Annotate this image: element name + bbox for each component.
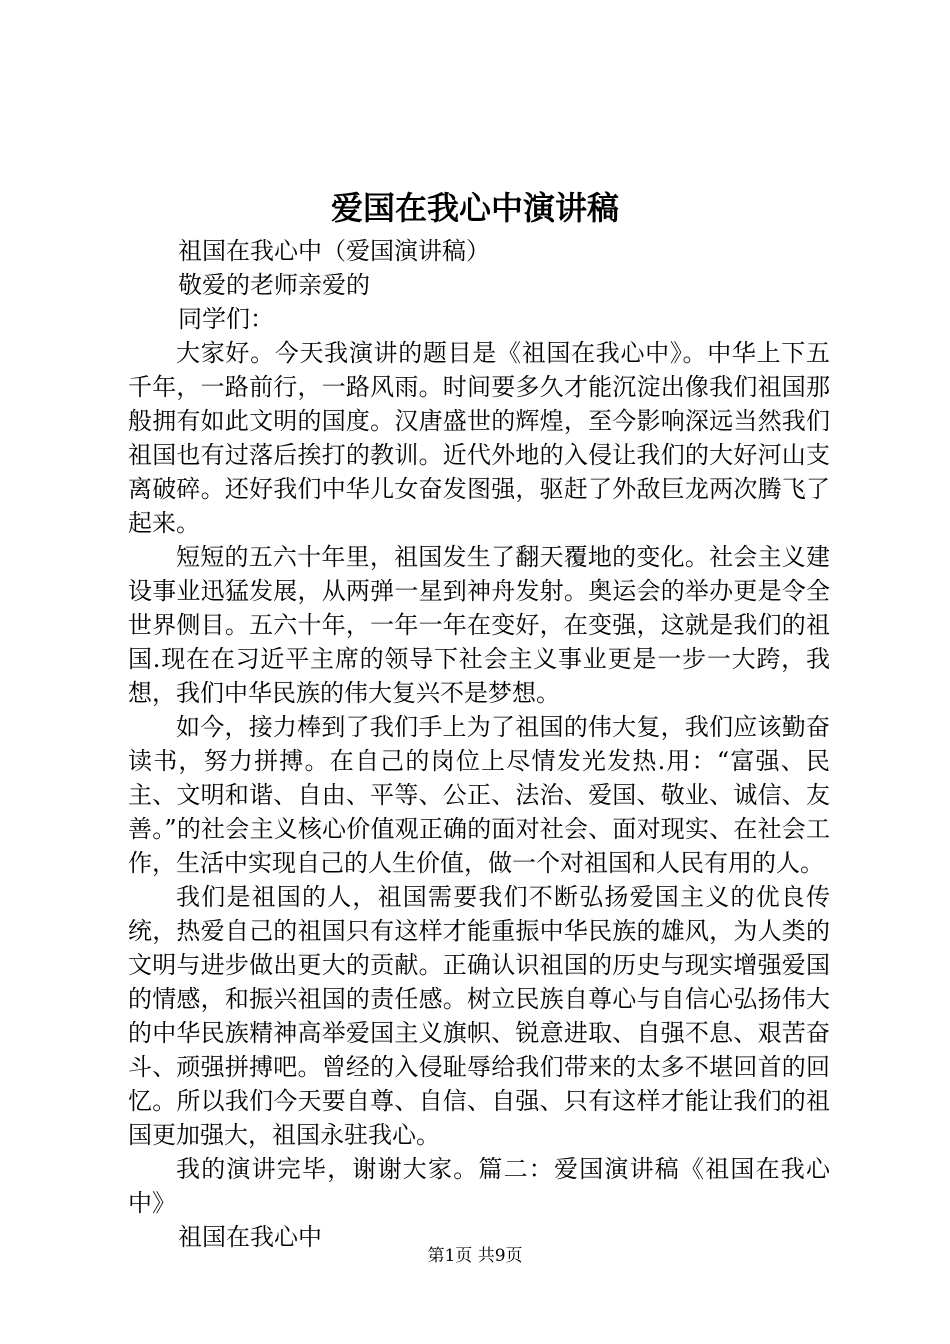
paragraph: 如今，接力棒到了我们手上为了祖国的伟大复，我们应该勤奋读书，努力拼搏。在自己的岗位上尽情发光发热.用：“富强、民主、文明和谐、自由、平等、公正、法治、爱国、敬业、诚信、友善。”的社会主义核心价值观正确的面对社会、面对现实、在社会工作，生活中实现自己的人生价值，做一个对祖国和人民有用的人。 [128, 713, 830, 877]
page-number-footer: 第1页 共9页 [427, 1246, 523, 1266]
paragraph-salutation-cont: 同学们： [178, 305, 274, 333]
paragraph: 我的演讲完毕，谢谢大家。篇二：爱国演讲稿《祖国在我心中》 [128, 1155, 830, 1217]
document-body [128, 234, 830, 1254]
paragraph: 我们是祖国的人，祖国需要我们不断弘扬爱国主义的优良传统，热爱自己的祖国只有这样才能重振中华民族的雄风，为人类的文明与进步做出更大的贡献。正确认识祖国的历史与现实增强爱国的情感，和振兴祖国的责任感。树立民族自尊心与自信心弘扬伟大的中华民族精神高举爱国主义旗帜、锐意进取、自强不息、艰苦奋斗、顽强拼搏吧。曾经的入侵耻辱给我们带来的太多不堪回首的回忆。所以我们今天要自尊、自信、自强、只有这样才能让我们的祖国更加强大，祖国永驻我心。 [128, 883, 830, 1149]
paragraph: 大家好。今天我演讲的题目是《祖国在我心中》。中华上下五千年，一路前行，一路风雨。时间要多久才能沉淀出像我们祖国那般拥有如此文明的国度。汉唐盛世的辉煌，至今影响深远当然我们祖国也有过落后挨打的教训。近代外地的入侵让我们的大好河山支离破碎。还好我们中华儿女奋发图强，驱赶了外敌巨龙两次腾飞了起来。 [128, 339, 830, 537]
paragraph: 短短的五六十年里，祖国发生了翻天覆地的变化。社会主义建设事业迅猛发展，从两弹一星到神舟发射。奥运会的举办更是令全世界侧目。五六十年，一年一年在变好，在变强，这就是我们的祖国.现在在习近平主席的领导下社会主义事业更是一步一大跨，我想，我们中华民族的伟大复兴不是梦想。 [128, 543, 830, 707]
paragraph-subtitle: 祖国在我心中（爱国演讲稿） [178, 237, 490, 265]
paragraph-salutation: 敬爱的老师亲爱的 [178, 271, 370, 299]
paragraph-section-heading: 祖国在我心中 [178, 1223, 322, 1251]
document-title: 爱国在我心中演讲稿 [330, 189, 619, 227]
